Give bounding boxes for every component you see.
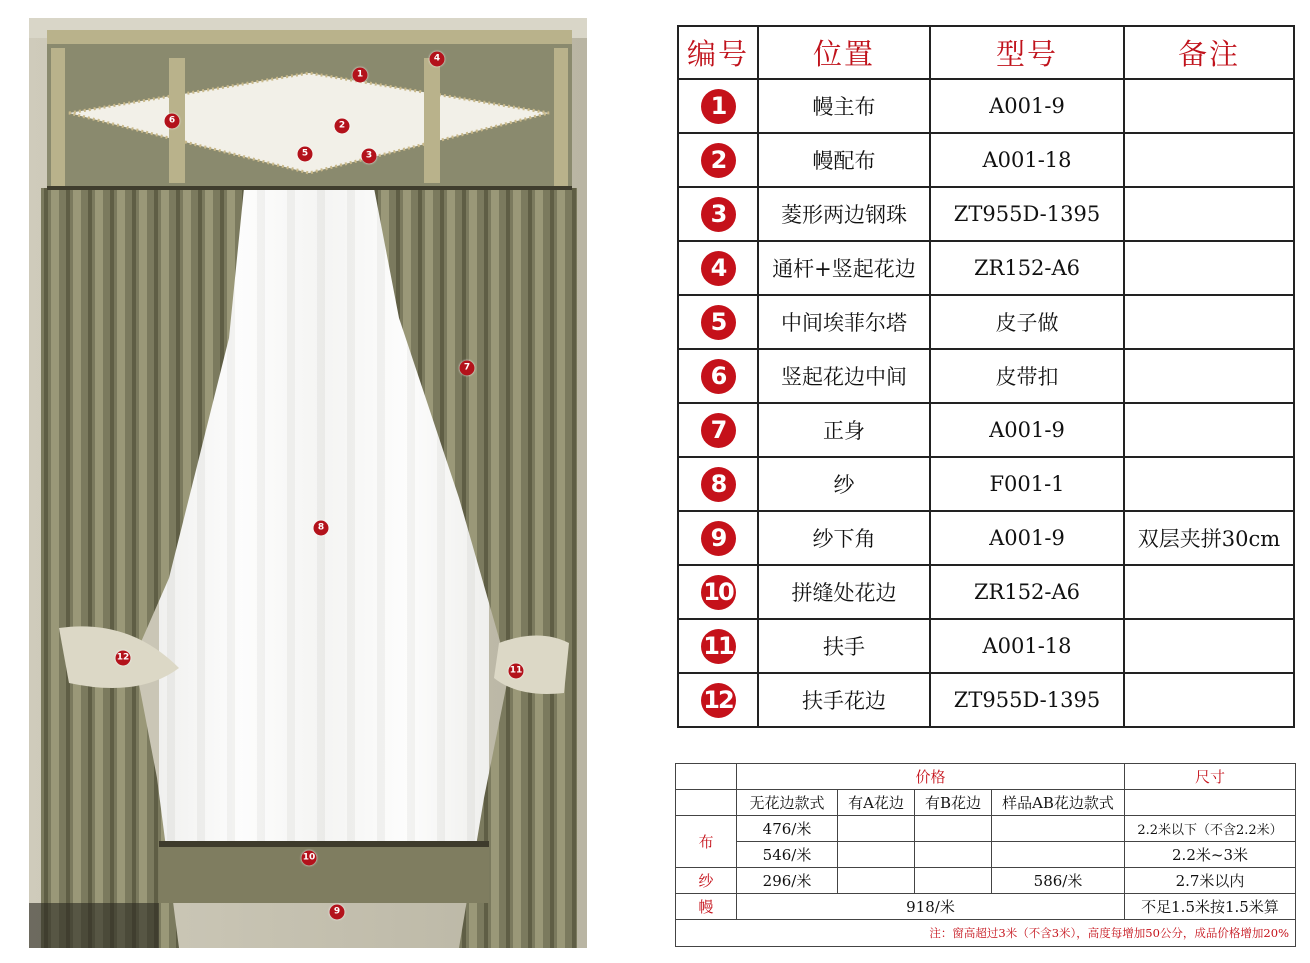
header-position: 位置 (758, 26, 930, 79)
spec-header-row (678, 26, 1294, 79)
spec-position: 扶手花边 (758, 673, 930, 727)
spec-row (678, 187, 1294, 241)
marker-9: 9 (330, 905, 345, 920)
spec-row (678, 511, 1294, 565)
col-sample-ab: 样品AB花边款式 (992, 790, 1125, 816)
number-badge: 7 (701, 413, 736, 448)
spec-note (1124, 457, 1294, 511)
spec-note (1124, 349, 1294, 403)
spec-row (678, 673, 1294, 727)
spec-number (678, 673, 758, 727)
spec-number (678, 403, 758, 457)
spec-number (678, 241, 758, 295)
spec-row (678, 403, 1294, 457)
header-model: 型号 (930, 26, 1124, 79)
spec-note (1124, 241, 1294, 295)
marker-3: 3 (362, 149, 377, 164)
marker-12: 12 (116, 651, 131, 666)
spec-number (678, 457, 758, 511)
spec-number (678, 79, 758, 133)
spec-position: 扶手 (758, 619, 930, 673)
row-label-gauze: 纱 (676, 868, 737, 894)
price-col-row (676, 790, 1296, 816)
spec-position: 竖起花边中间 (758, 349, 930, 403)
spec-position: 纱 (758, 457, 930, 511)
marker-5: 5 (298, 147, 313, 162)
spec-note: 双层夹拼30cm (1124, 511, 1294, 565)
spec-position: 幔主布 (758, 79, 930, 133)
spec-position: 纱下角 (758, 511, 930, 565)
col-no-trim: 无花边款式 (737, 790, 838, 816)
col-b-trim: 有B花边 (915, 790, 992, 816)
price-note-row (676, 920, 1296, 947)
cloth-price-1: 476/米 (737, 816, 838, 842)
marker-4: 4 (430, 52, 445, 67)
number-badge: 8 (701, 467, 736, 502)
number-badge: 9 (701, 521, 736, 556)
price-row-cloth-1 (676, 816, 1296, 842)
size-4: 不足1.5米按1.5米算 (1125, 894, 1296, 920)
header-number: 编号 (678, 26, 758, 79)
header-remark: 备注 (1124, 26, 1294, 79)
price-row-valance (676, 894, 1296, 920)
spec-note (1124, 403, 1294, 457)
spec-model: A001-18 (930, 133, 1124, 187)
number-badge: 12 (701, 683, 736, 718)
spec-model: A001-9 (930, 79, 1124, 133)
size-title: 尺寸 (1125, 764, 1296, 790)
spec-row (678, 241, 1294, 295)
spec-row (678, 457, 1294, 511)
number-badge: 11 (701, 629, 736, 664)
spec-number (678, 349, 758, 403)
number-badge: 4 (701, 251, 736, 286)
marker-11: 11 (509, 664, 524, 679)
spec-position: 通杆+竖起花边 (758, 241, 930, 295)
number-badge: 6 (701, 359, 736, 394)
spec-position: 菱形两边钢珠 (758, 187, 930, 241)
spec-model: 皮子做 (930, 295, 1124, 349)
size-3: 2.7米以内 (1125, 868, 1296, 894)
price-row-cloth-2 (676, 842, 1296, 868)
price-title: 价格 (737, 764, 1125, 790)
curtain-photo (29, 18, 587, 948)
spec-note (1124, 565, 1294, 619)
spec-body (678, 79, 1294, 727)
spec-position: 拼缝处花边 (758, 565, 930, 619)
spec-note (1124, 79, 1294, 133)
spec-model: ZR152-A6 (930, 241, 1124, 295)
spec-note (1124, 673, 1294, 727)
spec-model: 皮带扣 (930, 349, 1124, 403)
size-2: 2.2米~3米 (1125, 842, 1296, 868)
spec-note (1124, 187, 1294, 241)
spec-number (678, 619, 758, 673)
spec-position: 正身 (758, 403, 930, 457)
gauze-price-4: 586/米 (992, 868, 1125, 894)
price-title-row (676, 764, 1296, 790)
cloth-price-2: 546/米 (737, 842, 838, 868)
spec-model: F001-1 (930, 457, 1124, 511)
price-note: 注：窗高超过3米（不含3米），高度每增加50公分，成品价格增加20% (676, 920, 1296, 947)
spec-model: ZT955D-1395 (930, 673, 1124, 727)
spec-number (678, 295, 758, 349)
spec-note (1124, 133, 1294, 187)
row-label-cloth: 布 (676, 816, 737, 868)
size-1: 2.2米以下（不含2.2米） (1125, 816, 1296, 842)
valance-price: 918/米 (737, 894, 1125, 920)
price-table (675, 763, 1296, 947)
spec-model: A001-18 (930, 619, 1124, 673)
spec-row (678, 79, 1294, 133)
spec-position: 幔配布 (758, 133, 930, 187)
spec-row (678, 565, 1294, 619)
gauze-price-1: 296/米 (737, 868, 838, 894)
spec-model: ZR152-A6 (930, 565, 1124, 619)
marker-7: 7 (460, 361, 475, 376)
price-row-gauze (676, 868, 1296, 894)
spec-number (678, 133, 758, 187)
spec-row (678, 349, 1294, 403)
marker-2: 2 (335, 119, 350, 134)
number-badge: 2 (701, 143, 736, 178)
spec-model: A001-9 (930, 403, 1124, 457)
spec-note (1124, 619, 1294, 673)
number-badge: 1 (701, 89, 736, 124)
spec-model: ZT955D-1395 (930, 187, 1124, 241)
spec-number (678, 187, 758, 241)
spec-row (678, 295, 1294, 349)
marker-10: 10 (302, 851, 317, 866)
number-badge: 10 (701, 575, 736, 610)
marker-1: 1 (353, 68, 368, 83)
spec-number (678, 565, 758, 619)
number-badge: 3 (701, 197, 736, 232)
spec-position: 中间埃菲尔塔 (758, 295, 930, 349)
row-label-valance: 幔 (676, 894, 737, 920)
spec-table (677, 25, 1295, 728)
col-a-trim: 有A花边 (838, 790, 915, 816)
number-badge: 5 (701, 305, 736, 340)
spec-model: A001-9 (930, 511, 1124, 565)
spec-row (678, 133, 1294, 187)
spec-note (1124, 295, 1294, 349)
spec-number (678, 511, 758, 565)
marker-6: 6 (165, 114, 180, 129)
marker-8: 8 (314, 521, 329, 536)
spec-row (678, 619, 1294, 673)
